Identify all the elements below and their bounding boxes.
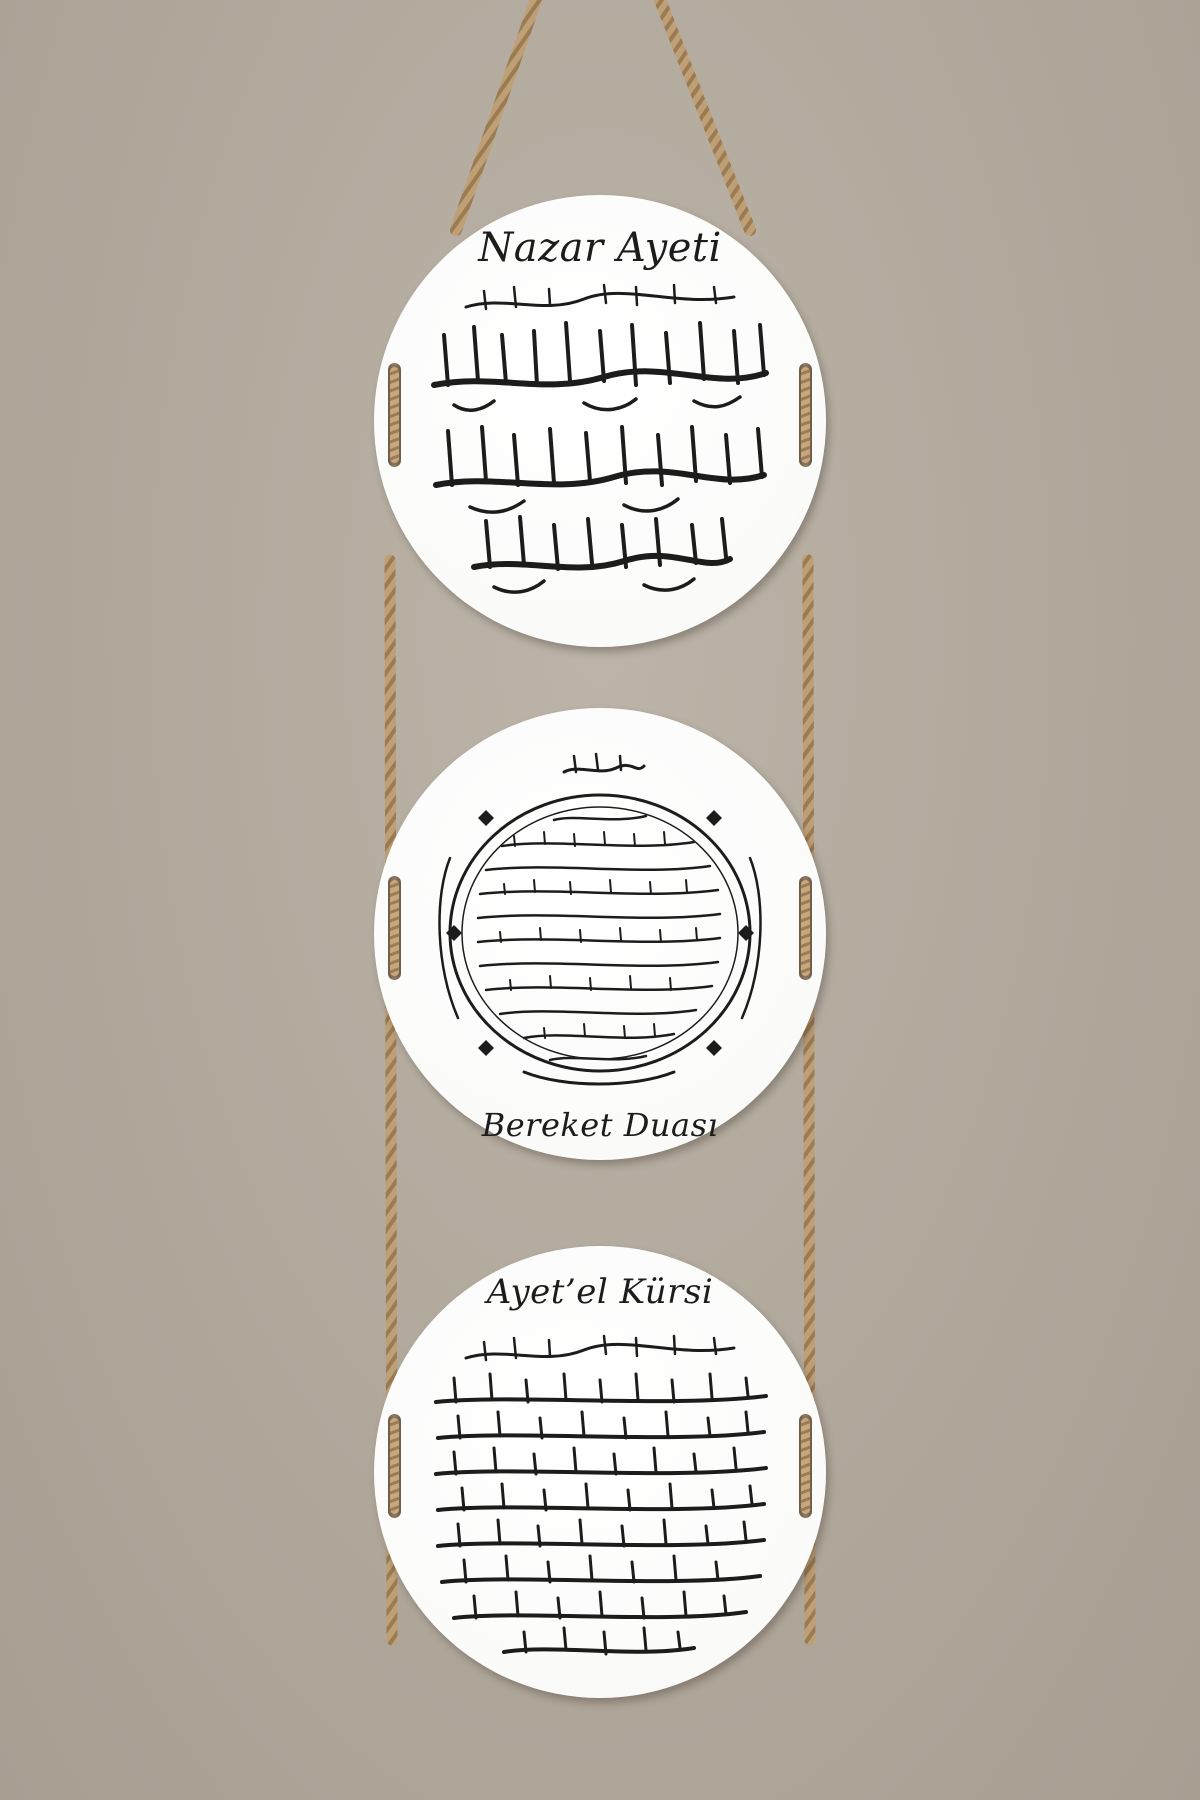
plaque-title-nazar-ayeti: Nazar Ayeti <box>478 225 722 271</box>
bereket-duasi-plaque <box>374 708 826 1160</box>
ayetel-kursi-plaque <box>374 1246 826 1698</box>
arabic-calligraphy-verse <box>374 1246 826 1698</box>
nazar-ayeti-plaque <box>374 195 826 647</box>
arabic-calligraphy-verse <box>374 195 826 647</box>
arabic-calligraphy-prayer <box>374 708 826 1160</box>
plaque-title-ayetel-kursi: Ayet’el Kürsi <box>486 1272 714 1312</box>
plaque-title-bereket-duasi: Bereket Duası <box>481 1106 719 1144</box>
